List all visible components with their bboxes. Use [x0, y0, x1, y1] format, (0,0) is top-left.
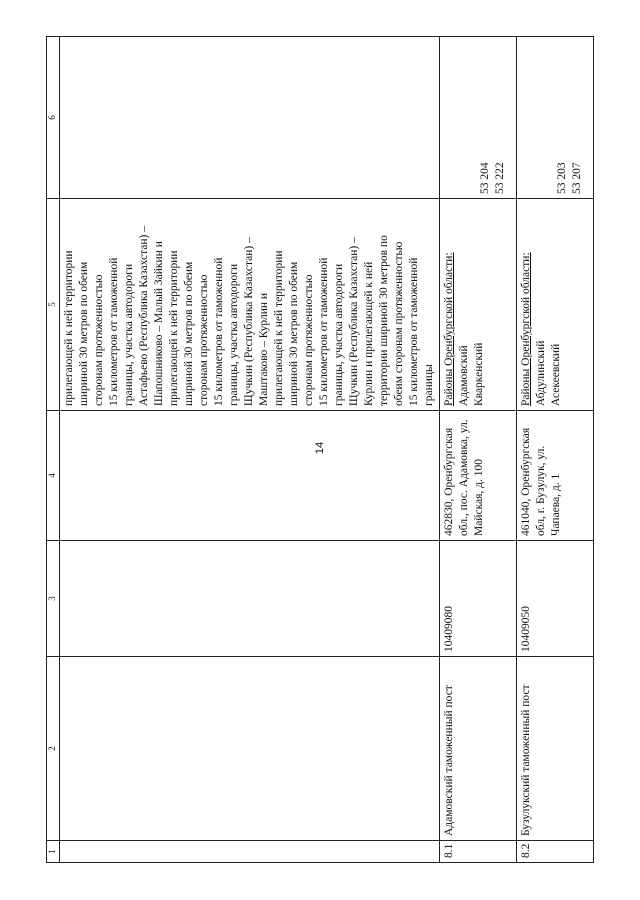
- text-line: обеим сторонам протяженностью: [393, 241, 405, 406]
- text-line: прилегающей к ней территории: [273, 250, 285, 406]
- continuation-row: [60, 37, 440, 863]
- region-name: Абдулинский: [535, 340, 547, 406]
- column-number: 3: [47, 541, 60, 657]
- post-name: Адамовский таможенный пост: [440, 657, 517, 841]
- text-line: шириной 30 метров по обеим: [183, 261, 195, 406]
- post-address: 461040, Оренбургская обл, г. Бузулук, ул. Чапаева, д. 1: [517, 411, 594, 541]
- region-cell: [517, 199, 594, 411]
- text-line: 15 километров от таможенной: [108, 257, 120, 406]
- region-name: Адамовский: [458, 345, 470, 406]
- text-line: Маштаково – Курлин и: [258, 292, 270, 406]
- column-number: 1: [47, 841, 60, 863]
- region-name: Асекеевский: [550, 343, 562, 406]
- text-line: сторонам протяженностью: [198, 274, 210, 406]
- text-line: 15 километров от таможенной: [408, 257, 420, 406]
- text-line: шириной 30 метров по обеим: [78, 261, 90, 406]
- text-line: сторонам протяженностью: [303, 274, 315, 406]
- column-number: 2: [47, 657, 60, 841]
- text-line: границы, участка автодороги: [123, 263, 135, 406]
- text-line: Щучкин (Республика Казахстан) –: [348, 237, 360, 406]
- region-name: Кваркенский: [473, 342, 485, 406]
- okato-code: 53 222: [494, 162, 506, 194]
- region-cell: [440, 199, 517, 411]
- text-line: Курлин и прилегающей к ней: [363, 261, 375, 406]
- text-line: 15 километров от таможенной: [318, 257, 330, 406]
- rotated-page-content: [46, 37, 594, 863]
- column-number: 6: [47, 37, 60, 199]
- region-heading: Районы Оренбургской области:: [520, 252, 532, 406]
- okato-cell: [440, 37, 517, 199]
- okato-code: 53 203: [556, 162, 568, 194]
- text-line: границы: [423, 364, 435, 406]
- post-code: 10409050: [517, 541, 594, 657]
- page-number: 14: [314, 441, 326, 455]
- text-line: прилегающей к ней территории: [168, 250, 180, 406]
- post-code: 10409080: [440, 541, 517, 657]
- text-line: 15 километров от таможенной: [213, 257, 225, 406]
- post-address: 462830, Оренбургская обл., пос. Адамовка, ул. Майская, д. 100: [440, 411, 517, 541]
- region-heading: Районы Оренбургской области:: [443, 252, 455, 406]
- row-number: 8.1: [440, 841, 517, 863]
- column-number: 5: [47, 199, 60, 411]
- customs-posts-table: [46, 36, 594, 863]
- text-line: Шапошниково – Малый Зайкин и: [153, 241, 165, 406]
- text-line: границы, участка автодороги: [333, 263, 345, 406]
- row-number: 8.2: [517, 841, 594, 863]
- okato-code: 53 204: [479, 162, 491, 194]
- table-row: [517, 37, 594, 863]
- text-line: территории шириной 30 метров по: [378, 235, 390, 406]
- text-line: прилегающей к ней территории: [63, 250, 75, 406]
- post-name: Бузулукский таможенный пост: [517, 657, 594, 841]
- continuation-text-cell: [60, 199, 440, 411]
- okato-code: 53 207: [571, 162, 583, 194]
- column-number: 4: [47, 411, 60, 541]
- text-line: шириной 30 метров по обеим: [288, 261, 300, 406]
- text-line: Астафьево (Республика Казахстан) –: [138, 225, 150, 406]
- table-row: [440, 37, 517, 863]
- okato-cell: [517, 37, 594, 199]
- text-line: границы, участка автодороги: [228, 263, 240, 406]
- text-line: Щучкин (Республика Казахстан) –: [243, 237, 255, 406]
- text-line: сторонам протяженностью: [93, 274, 105, 406]
- column-number-row: [47, 37, 60, 863]
